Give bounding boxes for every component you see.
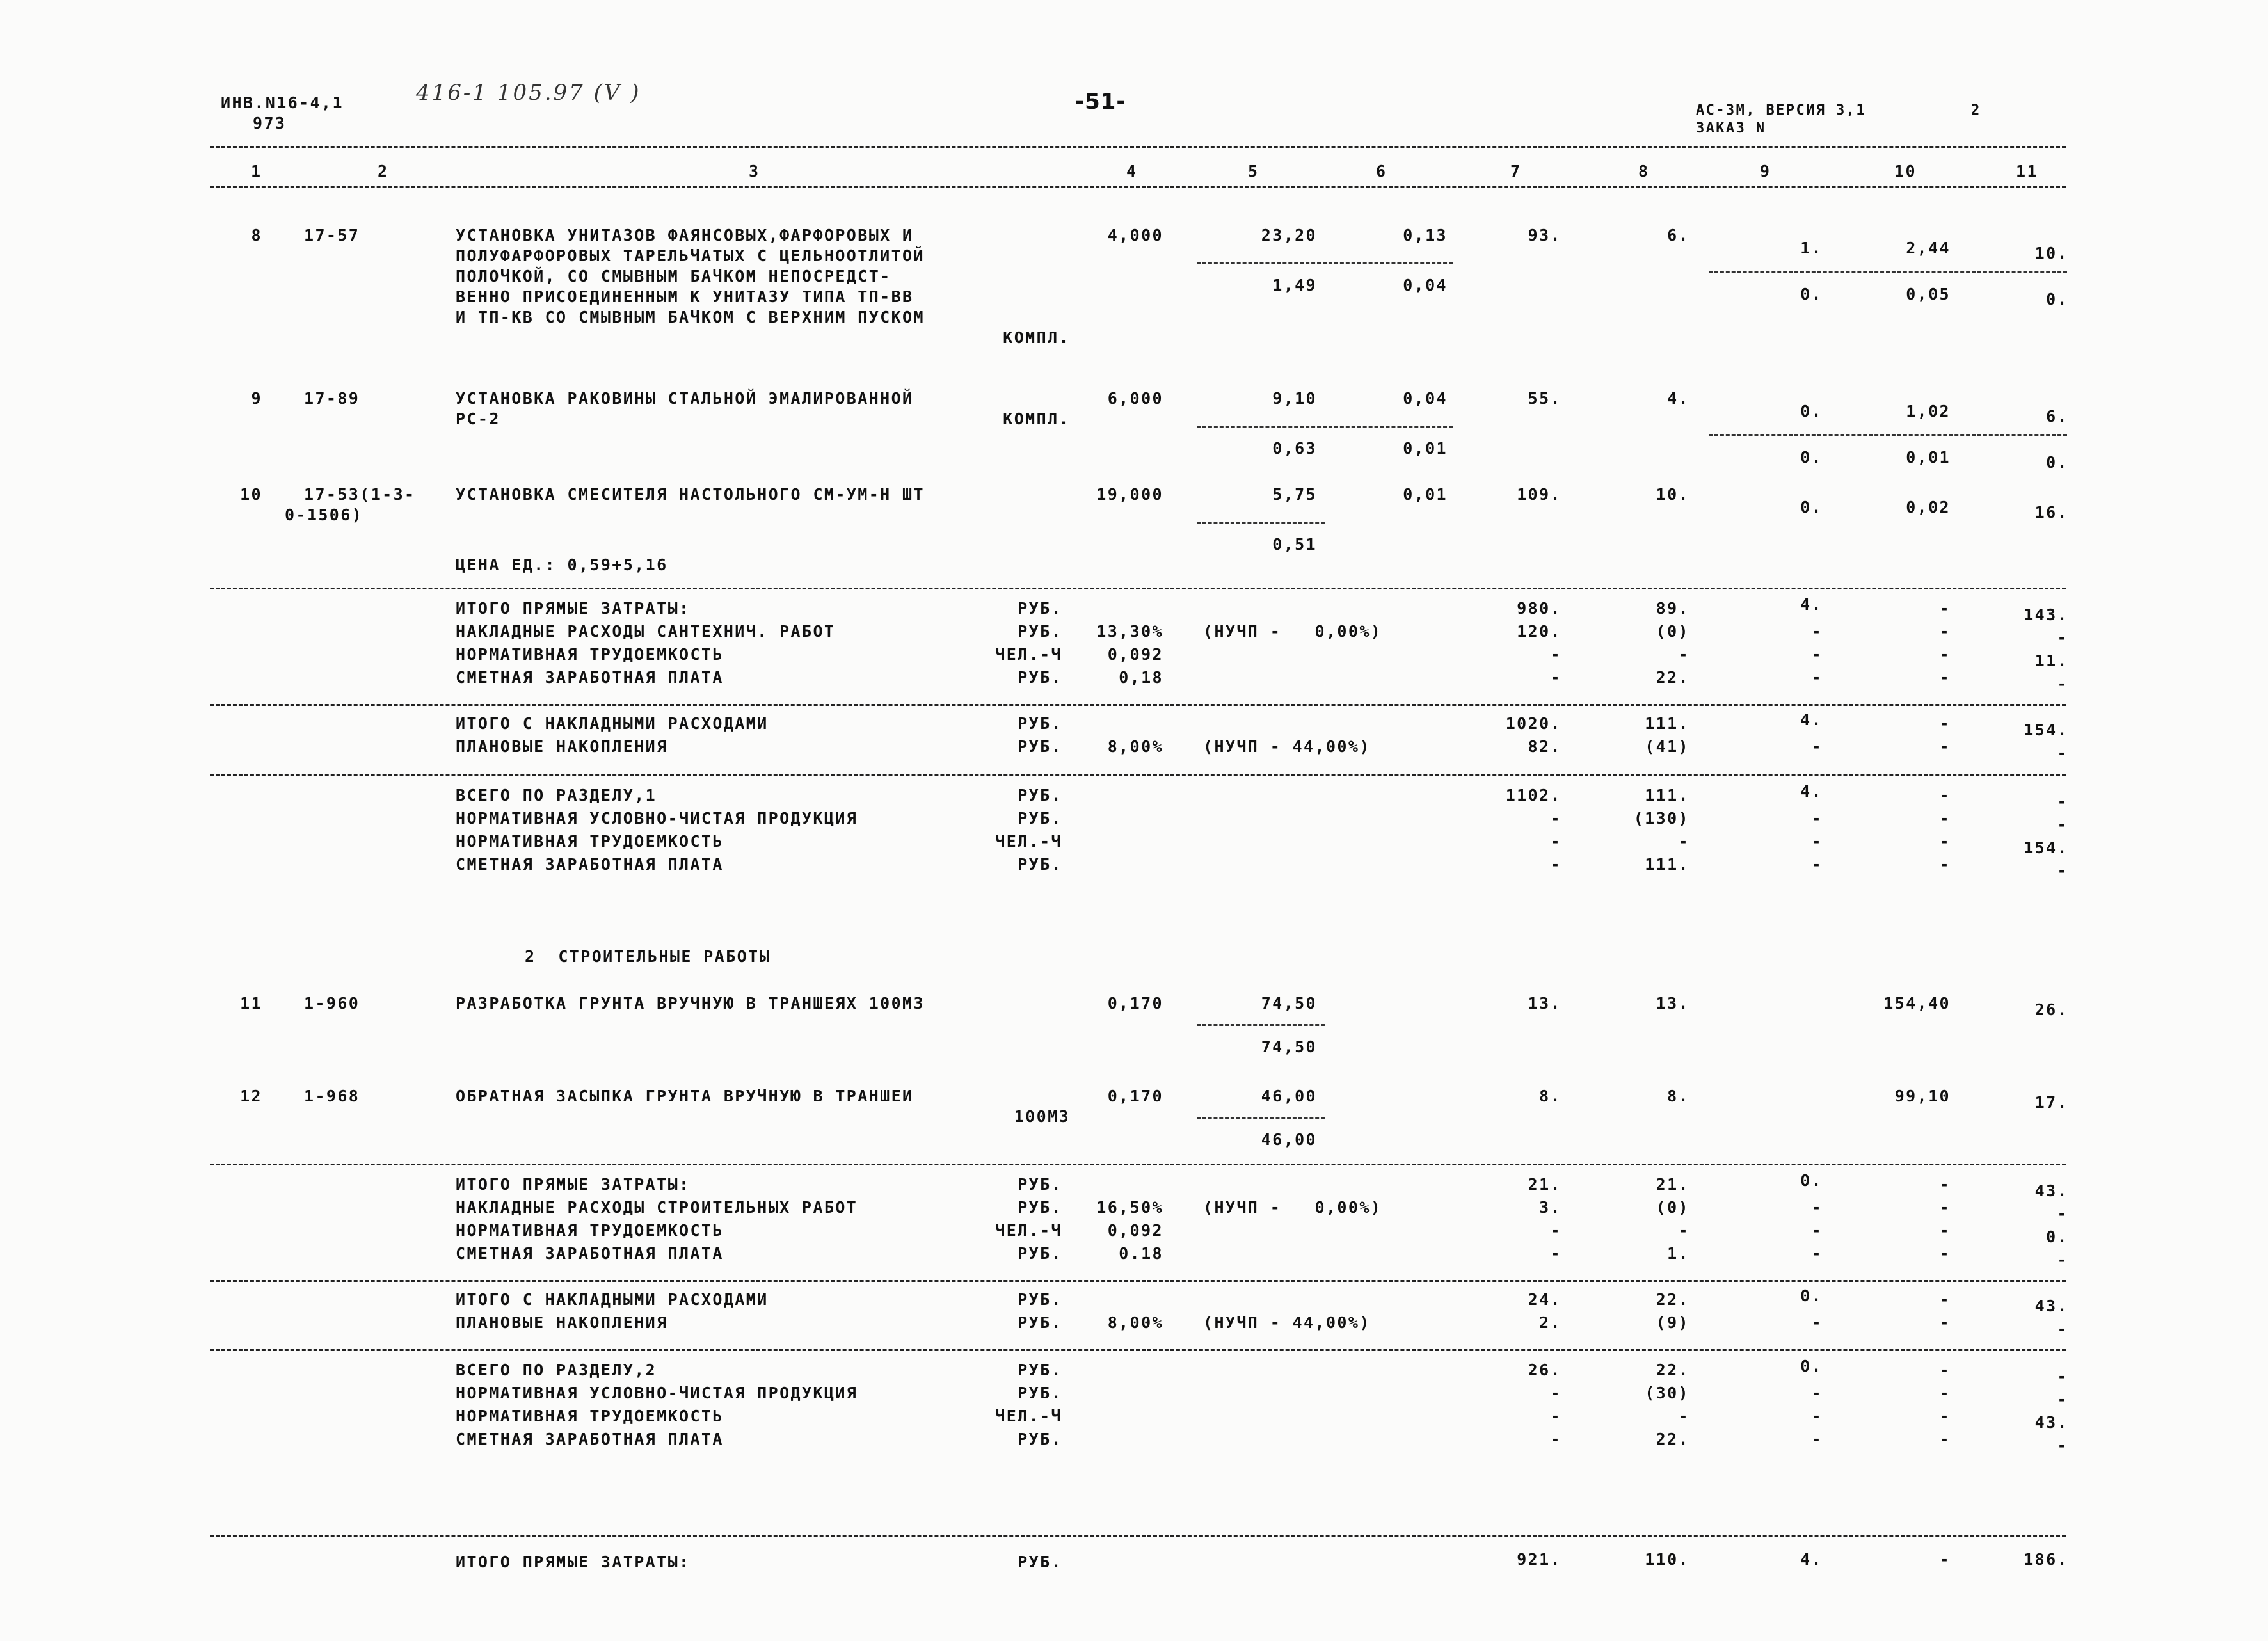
cell-unit-cost: 9,10 — [1272, 389, 1317, 408]
cell-labor: 0,02 — [1906, 498, 1951, 516]
cell-labor: 2,44 — [1906, 239, 1951, 257]
total-labor-sum: 11. — [2034, 652, 2068, 670]
row-number: 10 — [240, 485, 262, 504]
row-description-line: 100М3 — [1014, 1107, 1070, 1126]
column-header-7: 7 — [1510, 162, 1522, 180]
total-wages: 111. — [1645, 786, 1689, 804]
total-machine: 4. — [1800, 782, 1823, 801]
total-labor: - — [1939, 786, 1951, 804]
total-label: НАКЛАДНЫЕ РАСХОДЫ СТРОИТЕЛЬНЫХ РАБОТ — [456, 1198, 858, 1217]
total-wages: 22. — [1656, 668, 1689, 687]
cell-split-rule — [1197, 522, 1325, 524]
total-cost: 82. — [1528, 737, 1561, 756]
total-cost: 120. — [1517, 622, 1561, 641]
cell-split-rule — [1197, 1117, 1325, 1119]
total-cost: - — [1550, 668, 1561, 687]
total-unit: РУБ. — [1018, 737, 1062, 756]
total-machine: 4. — [1800, 595, 1823, 614]
total-labor-sum: - — [2057, 1367, 2068, 1386]
row-description-line: ПОЛОЧКОЙ, СО СМЫВНЫМ БАЧКОМ НЕПОСРЕДСТ- — [456, 267, 891, 285]
total-labor-sum: 43. — [2034, 1413, 2068, 1432]
total-labor-sum: - — [2057, 1436, 2068, 1455]
row-code: 17-89 — [304, 389, 360, 408]
cell-quantity: 0,170 — [1107, 994, 1163, 1013]
total-labor-sum: - — [2057, 628, 2068, 647]
total-labor-sum: 154. — [2024, 721, 2068, 739]
column-header-3: 3 — [749, 162, 760, 180]
total-wages: (0) — [1656, 622, 1689, 641]
total-labor: - — [1939, 1198, 1951, 1217]
total-rate-note: (НУЧП - 0,00%) — [1203, 622, 1382, 641]
row-description-line: УСТАНОВКА СМЕСИТЕЛЯ НАСТОЛЬНОГО СМ-УМ-Н ШТ — [456, 485, 925, 504]
total-wages: (41) — [1645, 737, 1689, 756]
page-number: -51- — [1075, 89, 1126, 115]
grand-total-labor: - — [1939, 1550, 1951, 1569]
total-wages: (30) — [1645, 1384, 1689, 1402]
total-labor: - — [1939, 737, 1951, 756]
total-machine: - — [1811, 832, 1823, 851]
inventory-number: ИНВ.N16-4,1 — [221, 93, 344, 112]
section-1-divider-2 — [210, 704, 2066, 706]
inventory-subnumber: 973 — [253, 114, 287, 132]
total-machine: - — [1811, 809, 1823, 828]
total-machine: 4. — [1800, 710, 1823, 729]
cell-total-machine-wages: 0. — [1800, 285, 1823, 303]
total-unit: РУБ. — [1018, 599, 1062, 618]
total-machine: 0. — [1800, 1357, 1823, 1375]
total-label: НАКЛАДНЫЕ РАСХОДЫ САНТЕХНИЧ. РАБОТ — [456, 622, 836, 641]
total-labor: - — [1939, 1221, 1951, 1240]
total-labor-sum: 154. — [2024, 838, 2068, 857]
total-unit: РУБ. — [1018, 1384, 1062, 1402]
total-labor: - — [1939, 1313, 1951, 1332]
total-label: ИТОГО ПРЯМЫЕ ЗАТРАТЫ: — [456, 1175, 691, 1194]
total-wages: 22. — [1656, 1361, 1689, 1379]
top-rule — [210, 146, 2066, 148]
row-code-continued: 0-1506) — [285, 506, 363, 524]
cell-total-wages: 10. — [1656, 485, 1689, 504]
total-label: НОРМАТИВНАЯ ТРУДОЕМКОСТЬ — [456, 1221, 724, 1240]
grand-total-machine: 4. — [1800, 1550, 1823, 1569]
total-labor: - — [1939, 1430, 1951, 1448]
cell-unit-cost: 46,00 — [1261, 1087, 1317, 1105]
total-labor: - — [1939, 809, 1951, 828]
cell-labor: 154,40 — [1883, 994, 1951, 1013]
section-2-divider-3 — [210, 1349, 2066, 1351]
total-cost: - — [1550, 1244, 1561, 1263]
total-rate-note: (НУЧП - 44,00%) — [1203, 1313, 1371, 1332]
system-version-extra: 2 — [1971, 102, 1981, 118]
total-label: НОРМАТИВНАЯ УСЛОВНО-ЧИСТАЯ ПРОДУКЦИЯ — [456, 1384, 858, 1402]
total-label: ИТОГО ПРЯМЫЕ ЗАТРАТЫ: — [456, 599, 691, 618]
total-wages: - — [1678, 1407, 1689, 1425]
total-label: ИТОГО С НАКЛАДНЫМИ РАСХОДАМИ — [456, 714, 769, 733]
total-wages: - — [1678, 832, 1689, 851]
row-unit: КОМПЛ. — [1003, 410, 1070, 428]
column-header-1: 1 — [251, 162, 262, 180]
row-description-line: ОБРАТНАЯ ЗАСЫПКА ГРУНТА ВРУЧНУЮ В ТРАНШЕИ — [456, 1087, 914, 1105]
section-2-divider-2 — [210, 1280, 2066, 1282]
total-labor: - — [1939, 1244, 1951, 1263]
total-label: НОРМАТИВНАЯ УСЛОВНО-ЧИСТАЯ ПРОДУКЦИЯ — [456, 809, 858, 828]
total-label: СМЕТНАЯ ЗАРАБОТНАЯ ПЛАТА — [456, 855, 724, 874]
row-description-line: УСТАНОВКА УНИТАЗОВ ФАЯНСОВЫХ,ФАРФОРОВЫХ И — [456, 226, 914, 244]
total-label: СМЕТНАЯ ЗАРАБОТНАЯ ПЛАТА — [456, 668, 724, 687]
total-label: ПЛАНОВЫЕ НАКОПЛЕНИЯ — [456, 1313, 668, 1332]
total-labor: - — [1939, 1290, 1951, 1309]
unit-price-note: ЦЕНА ЕД.: 0,59+5,16 — [456, 556, 668, 574]
cell-split-rule — [1197, 262, 1453, 264]
cell-unit-cost-wages: 0,51 — [1272, 535, 1317, 554]
total-machine: - — [1811, 622, 1823, 641]
total-wages: - — [1678, 645, 1689, 664]
cell-labor: 1,02 — [1906, 402, 1951, 420]
grand-total-label: ИТОГО ПРЯМЫЕ ЗАТРАТЫ: — [456, 1553, 691, 1571]
total-unit: ЧЕЛ.-Ч — [995, 1407, 1062, 1425]
total-label: СМЕТНАЯ ЗАРАБОТНАЯ ПЛАТА — [456, 1244, 724, 1263]
cell-total-cost: 93. — [1528, 226, 1561, 244]
total-labor-sum: - — [2057, 792, 2068, 811]
total-label: ПЛАНОВЫЕ НАКОПЛЕНИЯ — [456, 737, 668, 756]
total-wages: 22. — [1656, 1290, 1689, 1309]
header-bottom-rule — [210, 186, 2066, 188]
total-machine: - — [1811, 1221, 1823, 1240]
cell-quantity: 4,000 — [1107, 226, 1163, 244]
total-labor-sum: - — [2057, 1251, 2068, 1269]
total-rate: 0.18 — [1119, 1244, 1163, 1263]
cell-total-labor-secondary: 0. — [2046, 290, 2068, 308]
total-labor-sum: - — [2057, 1390, 2068, 1409]
total-wages: (9) — [1656, 1313, 1689, 1332]
total-wages: 1. — [1667, 1244, 1689, 1263]
total-labor: - — [1939, 832, 1951, 851]
total-machine: - — [1811, 1430, 1823, 1448]
row-description-line: И ТП-КВ СО СМЫВНЫМ БАЧКОМ С ВЕРХНИМ ПУСКОМ — [456, 308, 925, 326]
cell-total-cost: 8. — [1539, 1087, 1561, 1105]
cell-total-wages: 4. — [1667, 389, 1689, 408]
cell-labor: 99,10 — [1894, 1087, 1951, 1105]
total-cost: 1102. — [1505, 786, 1561, 804]
cell-unit-machine: 0,01 — [1403, 485, 1448, 504]
total-wages: (0) — [1656, 1198, 1689, 1217]
total-wages: 111. — [1645, 855, 1689, 874]
section-2-title: 2 СТРОИТЕЛЬНЫЕ РАБОТЫ — [525, 947, 771, 966]
cell-quantity: 19,000 — [1096, 485, 1163, 504]
total-labor-sum: 0. — [2046, 1228, 2068, 1246]
total-rate: 13,30% — [1096, 622, 1163, 641]
total-labor: - — [1939, 668, 1951, 687]
column-header-10: 10 — [1894, 162, 1917, 180]
total-cost: 2. — [1539, 1313, 1561, 1332]
total-labor: - — [1939, 1407, 1951, 1425]
total-unit: ЧЕЛ.-Ч — [995, 645, 1062, 664]
cell-total-labor: 17. — [2034, 1093, 2068, 1112]
cell-total-labor: 26. — [2034, 1000, 2068, 1019]
total-labor-sum: - — [2057, 861, 2068, 880]
total-unit: РУБ. — [1018, 1361, 1062, 1379]
handwritten-code: 416-1 105.97 (V ) — [416, 80, 641, 106]
row-number: 8 — [251, 226, 262, 244]
row-description-line: РС-2 — [456, 410, 500, 428]
grand-total-wages: 110. — [1645, 1550, 1689, 1569]
total-machine: 0. — [1800, 1171, 1823, 1190]
cell-total-cost: 13. — [1528, 994, 1561, 1013]
total-unit: РУБ. — [1018, 1430, 1062, 1448]
cell-total-labor: 16. — [2034, 503, 2068, 522]
total-wages: 21. — [1656, 1175, 1689, 1194]
total-label: НОРМАТИВНАЯ ТРУДОЕМКОСТЬ — [456, 1407, 724, 1425]
total-wages: 89. — [1656, 599, 1689, 618]
total-unit: ЧЕЛ.-Ч — [995, 1221, 1062, 1240]
cell-total-cost: 55. — [1528, 389, 1561, 408]
total-cost: 24. — [1528, 1290, 1561, 1309]
cell-labor-secondary: 0,05 — [1906, 285, 1951, 303]
total-unit: РУБ. — [1018, 1175, 1062, 1194]
total-labor: - — [1939, 1361, 1951, 1379]
total-wages: 22. — [1656, 1430, 1689, 1448]
row-code: 17-53(1-3- — [304, 485, 416, 504]
total-unit: ЧЕЛ.-Ч — [995, 832, 1062, 851]
final-divider — [210, 1535, 2066, 1537]
total-label: СМЕТНАЯ ЗАРАБОТНАЯ ПЛАТА — [456, 1430, 724, 1448]
cell-labor-secondary: 0,01 — [1906, 448, 1951, 467]
cell-unit-cost: 74,50 — [1261, 994, 1317, 1013]
grand-total-labor-sum: 186. — [2024, 1550, 2068, 1569]
total-labor: - — [1939, 599, 1951, 618]
total-unit: РУБ. — [1018, 1313, 1062, 1332]
cell-unit-cost: 5,75 — [1272, 485, 1317, 504]
total-machine: - — [1811, 1384, 1823, 1402]
cell-unit-cost-wages: 74,50 — [1261, 1037, 1317, 1056]
total-cost: - — [1550, 1407, 1561, 1425]
row-description-line: ПОЛУФАРФОРОВЫХ ТАРЕЛЬЧАТЫХ С ЦЕЛЬНООТЛИТОЙ — [456, 246, 925, 265]
total-cost: 26. — [1528, 1361, 1561, 1379]
cell-unit-machine: 0,13 — [1403, 226, 1448, 244]
total-unit: РУБ. — [1018, 668, 1062, 687]
total-labor-sum: 43. — [2034, 1181, 2068, 1200]
cell-split-rule — [1709, 271, 2067, 273]
total-label: НОРМАТИВНАЯ ТРУДОЕМКОСТЬ — [456, 832, 724, 851]
total-cost: - — [1550, 809, 1561, 828]
total-labor-sum: - — [2057, 744, 2068, 762]
cell-total-machine-wages: 0. — [1800, 448, 1823, 467]
total-wages: 111. — [1645, 714, 1689, 733]
cell-quantity: 6,000 — [1107, 389, 1163, 408]
total-wages: (130) — [1633, 809, 1689, 828]
total-labor-sum: 43. — [2034, 1297, 2068, 1315]
total-label: ИТОГО С НАКЛАДНЫМИ РАСХОДАМИ — [456, 1290, 769, 1309]
total-labor-sum: - — [2057, 675, 2068, 693]
total-labor: - — [1939, 714, 1951, 733]
total-cost: - — [1550, 1384, 1561, 1402]
cell-unit-cost-wages: 46,00 — [1261, 1130, 1317, 1149]
cell-split-rule — [1197, 426, 1453, 428]
row-code: 1-968 — [304, 1087, 360, 1105]
cell-unit-cost: 23,20 — [1261, 226, 1317, 244]
cell-split-rule — [1197, 1024, 1325, 1026]
row-description-line: РАЗРАБОТКА ГРУНТА ВРУЧНУЮ В ТРАНШЕЯХ 100М3 — [456, 994, 925, 1013]
cell-quantity: 0,170 — [1107, 1087, 1163, 1105]
row-number: 9 — [251, 389, 262, 408]
order-number: ЗАКАЗ N — [1696, 120, 1766, 136]
total-unit: РУБ. — [1018, 1290, 1062, 1309]
cell-unit-cost-wages: 0,63 — [1272, 439, 1317, 458]
row-code: 17-57 — [304, 226, 360, 244]
cell-total-cost: 109. — [1517, 485, 1561, 504]
total-rate-note: (НУЧП - 44,00%) — [1203, 737, 1371, 756]
row-number: 11 — [240, 994, 262, 1013]
total-rate: 0,092 — [1107, 645, 1163, 664]
total-unit: РУБ. — [1018, 714, 1062, 733]
total-wages: - — [1678, 1221, 1689, 1240]
row-code: 1-960 — [304, 994, 360, 1013]
total-cost: 1020. — [1505, 714, 1561, 733]
row-unit: КОМПЛ. — [1003, 328, 1070, 347]
total-unit: РУБ. — [1018, 622, 1062, 641]
total-labor-sum: 143. — [2024, 605, 2068, 624]
total-machine: - — [1811, 1198, 1823, 1217]
total-labor: - — [1939, 622, 1951, 641]
cell-split-rule — [1709, 434, 2067, 436]
cell-unit-machine-wages: 0,04 — [1403, 276, 1448, 294]
total-labor-sum: - — [2057, 1205, 2068, 1223]
total-cost: - — [1550, 1430, 1561, 1448]
total-label: ВСЕГО ПО РАЗДЕЛУ,2 — [456, 1361, 657, 1379]
section-2-divider — [210, 1164, 2066, 1165]
row-description-line: ВЕННО ПРИСОЕДИНЕННЫМ К УНИТАЗУ ТИПА ТП-ВВ — [456, 287, 914, 306]
total-machine: - — [1811, 737, 1823, 756]
column-header-2: 2 — [378, 162, 389, 180]
system-version: АС-3М, ВЕРСИЯ 3,1 — [1696, 102, 1866, 118]
cell-unit-machine-wages: 0,01 — [1403, 439, 1448, 458]
total-machine: - — [1811, 1313, 1823, 1332]
total-cost: 980. — [1517, 599, 1561, 618]
total-labor: - — [1939, 1384, 1951, 1402]
total-machine: 0. — [1800, 1286, 1823, 1305]
total-machine: - — [1811, 668, 1823, 687]
total-machine: - — [1811, 1244, 1823, 1263]
total-unit: РУБ. — [1018, 809, 1062, 828]
total-cost: 3. — [1539, 1198, 1561, 1217]
column-header-8: 8 — [1638, 162, 1650, 180]
cell-total-machine: 1. — [1800, 239, 1823, 257]
cell-unit-cost-wages: 1,49 — [1272, 276, 1317, 294]
row-number: 12 — [240, 1087, 262, 1105]
total-rate-note: (НУЧП - 0,00%) — [1203, 1198, 1382, 1217]
total-cost: - — [1550, 1221, 1561, 1240]
total-unit: РУБ. — [1018, 786, 1062, 804]
total-label: НОРМАТИВНАЯ ТРУДОЕМКОСТЬ — [456, 645, 724, 664]
total-unit: РУБ. — [1018, 855, 1062, 874]
cell-unit-machine: 0,04 — [1403, 389, 1448, 408]
column-header-5: 5 — [1248, 162, 1259, 180]
total-machine: - — [1811, 645, 1823, 664]
section-1-divider-3 — [210, 774, 2066, 776]
row-description-line: УСТАНОВКА РАКОВИНЫ СТАЛЬНОЙ ЭМАЛИРОВАННОЙ — [456, 389, 914, 408]
cell-total-machine: 0. — [1800, 402, 1823, 420]
total-machine: - — [1811, 1407, 1823, 1425]
section-1-divider — [210, 588, 2066, 589]
cell-total-labor: 10. — [2034, 244, 2068, 262]
grand-total-unit: РУБ. — [1018, 1553, 1062, 1571]
total-labor: - — [1939, 855, 1951, 874]
total-cost: 21. — [1528, 1175, 1561, 1194]
cell-total-machine: 0. — [1800, 498, 1823, 516]
column-header-6: 6 — [1376, 162, 1387, 180]
total-rate: 16,50% — [1096, 1198, 1163, 1217]
total-labor: - — [1939, 1175, 1951, 1194]
total-labor-sum: - — [2057, 1320, 2068, 1338]
total-machine: - — [1811, 855, 1823, 874]
cell-total-wages: 8. — [1667, 1087, 1689, 1105]
total-rate: 8,00% — [1107, 737, 1163, 756]
cell-total-labor: 6. — [2046, 407, 2068, 426]
total-rate: 0,18 — [1119, 668, 1163, 687]
column-header-4: 4 — [1126, 162, 1138, 180]
total-rate: 0,092 — [1107, 1221, 1163, 1240]
column-header-9: 9 — [1760, 162, 1771, 180]
total-rate: 8,00% — [1107, 1313, 1163, 1332]
cell-total-wages: 13. — [1656, 994, 1689, 1013]
total-unit: РУБ. — [1018, 1198, 1062, 1217]
column-header-11: 11 — [2016, 162, 2038, 180]
total-unit: РУБ. — [1018, 1244, 1062, 1263]
cell-total-wages: 6. — [1667, 226, 1689, 244]
total-label: ВСЕГО ПО РАЗДЕЛУ,1 — [456, 786, 657, 804]
total-cost: - — [1550, 855, 1561, 874]
cell-total-labor-secondary: 0. — [2046, 453, 2068, 472]
total-labor: - — [1939, 645, 1951, 664]
total-labor-sum: - — [2057, 815, 2068, 834]
total-cost: - — [1550, 645, 1561, 664]
grand-total-cost: 921. — [1517, 1550, 1561, 1569]
total-cost: - — [1550, 832, 1561, 851]
